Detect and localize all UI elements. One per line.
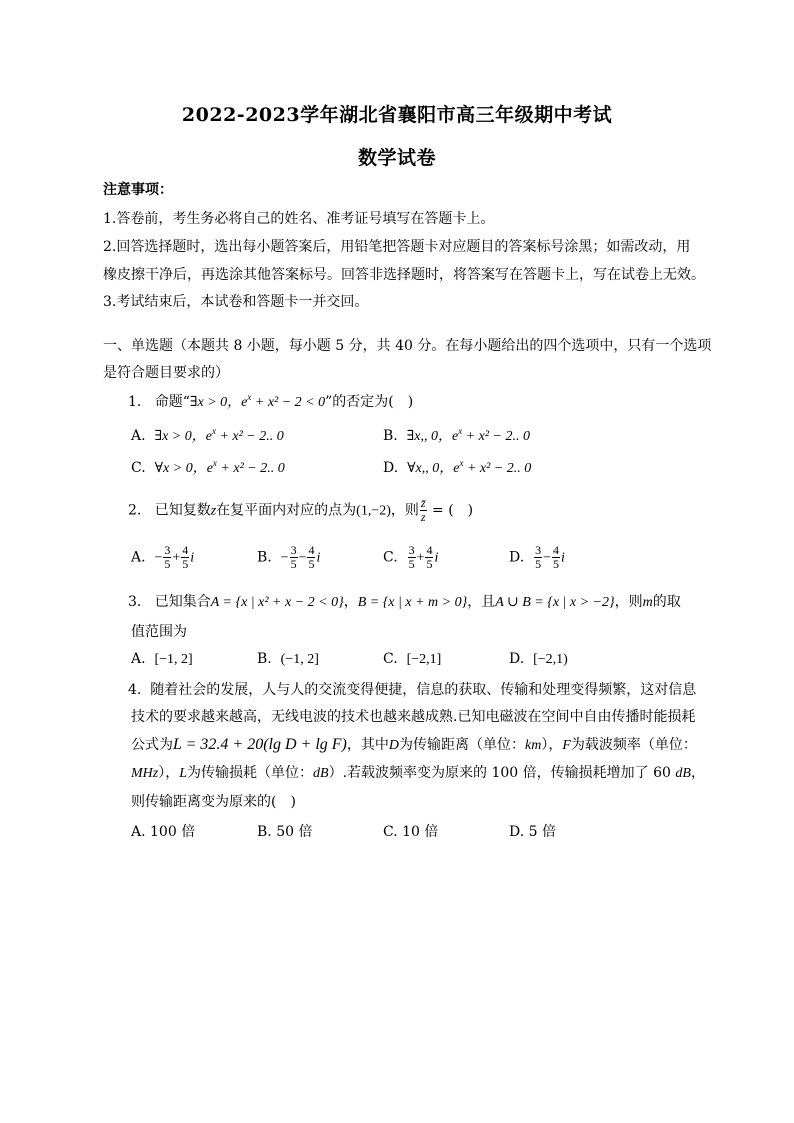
q4-option-d[interactable]: D. 5 倍 — [509, 824, 556, 840]
notice-item-3: 3.考试结束后，本试卷和答题卡一并交回。 — [103, 294, 369, 310]
q1-number: 1. — [128, 394, 142, 410]
question-4: 4. 随着社会的发展，人与人的交流变得便捷，信息的获取、传输和处理变得频繁，这对信息 — [128, 682, 697, 698]
question-4-line-5: 则传输距离变为原来的( ) — [131, 794, 296, 810]
q1-option-d[interactable]: D. ∀x,, 0，$e^x + x^2 - 2$.. 0 — [383, 458, 532, 476]
notice-heading: 注意事项： — [103, 182, 173, 198]
q2-option-b[interactable]: B. − $\frac{3}{5}$ − $\frac{4}{5}$ i — [257, 543, 321, 571]
q3-option-a[interactable]: A. [−1, 2] — [131, 651, 193, 667]
question-4-line-4: MHz），L为传输损耗（单位：dB）.若载波频率变为原来的 100 倍，传输损耗增加了 60 dB， — [131, 765, 705, 781]
notice-item-2-cont: 橡皮擦干净后，再选涂其他答案标号。回答非选择题时，将答案写在答题卡上，写在试卷上无效。 — [103, 267, 705, 283]
question-3: 3. 已知集合A = {x | x² + x − 2 < 0}，B = {x | x + m > 0}，且A ∪ B = {x | x > −2}，则m的取 — [128, 594, 681, 610]
q3-option-c[interactable]: C. [−2,1] — [383, 651, 442, 667]
question-3-cont: 值范围为 — [131, 624, 187, 640]
section-heading: 一、单选题（本题共 8 小题，每小题 5 分，共 40 分。在每小题给出的四个选项中，只有一个选项 — [103, 338, 712, 354]
q1-option-b[interactable]: B. ∃x,, 0，$e^x + x^2 - 2$.. 0 — [383, 426, 530, 444]
q1-option-a[interactable]: A. ∃x > 0，$e^x + x^2 - 2$.. 0 — [131, 426, 284, 444]
page-title: 2022-2023学年湖北省襄阳市高三年级期中考试 — [181, 104, 613, 126]
q4-option-c[interactable]: C. 10 倍 — [383, 824, 439, 840]
question-2: 2. 已知复数z在复平面内对应的点为(1,−2)，则 $\frac{z̄}{z}$ = ( ) — [128, 496, 474, 524]
q4-number: 4. — [128, 682, 142, 698]
q1-option-c[interactable]: C. ∀x > 0，$e^x + x^2 - 2$.. 0 — [131, 458, 285, 476]
q3-number: 3. — [128, 594, 142, 610]
page-subtitle: 数学试卷 — [357, 147, 436, 169]
q2-option-c[interactable]: C. $\frac{3}{5}$ + $\frac{4}{5}$ i — [383, 543, 439, 571]
q2-option-d[interactable]: D. $\frac{3}{5}$ − $\frac{4}{5}$ i — [509, 543, 565, 571]
question-4-line-2: 技术的要求越来越高，无线电波的技术也越来越成熟.已知电磁波在空间中自由传播时能损耗 — [131, 709, 696, 725]
question-4-line-3: 公式为L = 32.4 + 20(lg D + lg F)，其中D为传输距离（单位：km），F为载波频率（单位： — [131, 736, 697, 753]
q2-option-a[interactable]: A. − $\frac{3}{5}$ + $\frac{4}{5}$ i — [131, 543, 195, 571]
q2-fraction: $\frac{z̄}{z}$ — [420, 496, 426, 524]
section-heading-cont: 是符合题目要求的） — [103, 365, 229, 381]
notice-item-1: 1.答卷前，考生务必将自己的姓名、准考证号填写在答题卡上。 — [103, 211, 495, 227]
q2-number: 2. — [128, 502, 142, 519]
q4-option-b[interactable]: B. 50 倍 — [257, 824, 313, 840]
q4-option-a[interactable]: A. 100 倍 — [131, 824, 196, 840]
question-1: 1. 命题“∃x > 0，$e^x + x^2 - 2 < 0$”的否定为( ) — [128, 392, 414, 410]
q3-option-b[interactable]: B. (−1, 2] — [257, 651, 319, 667]
notice-item-2: 2.回答选择题时，选出每小题答案后，用铅笔把答题卡对应题目的答案标号涂黑；如需改动，用 — [103, 239, 691, 255]
q3-option-d[interactable]: D. [−2,1) — [509, 651, 568, 667]
